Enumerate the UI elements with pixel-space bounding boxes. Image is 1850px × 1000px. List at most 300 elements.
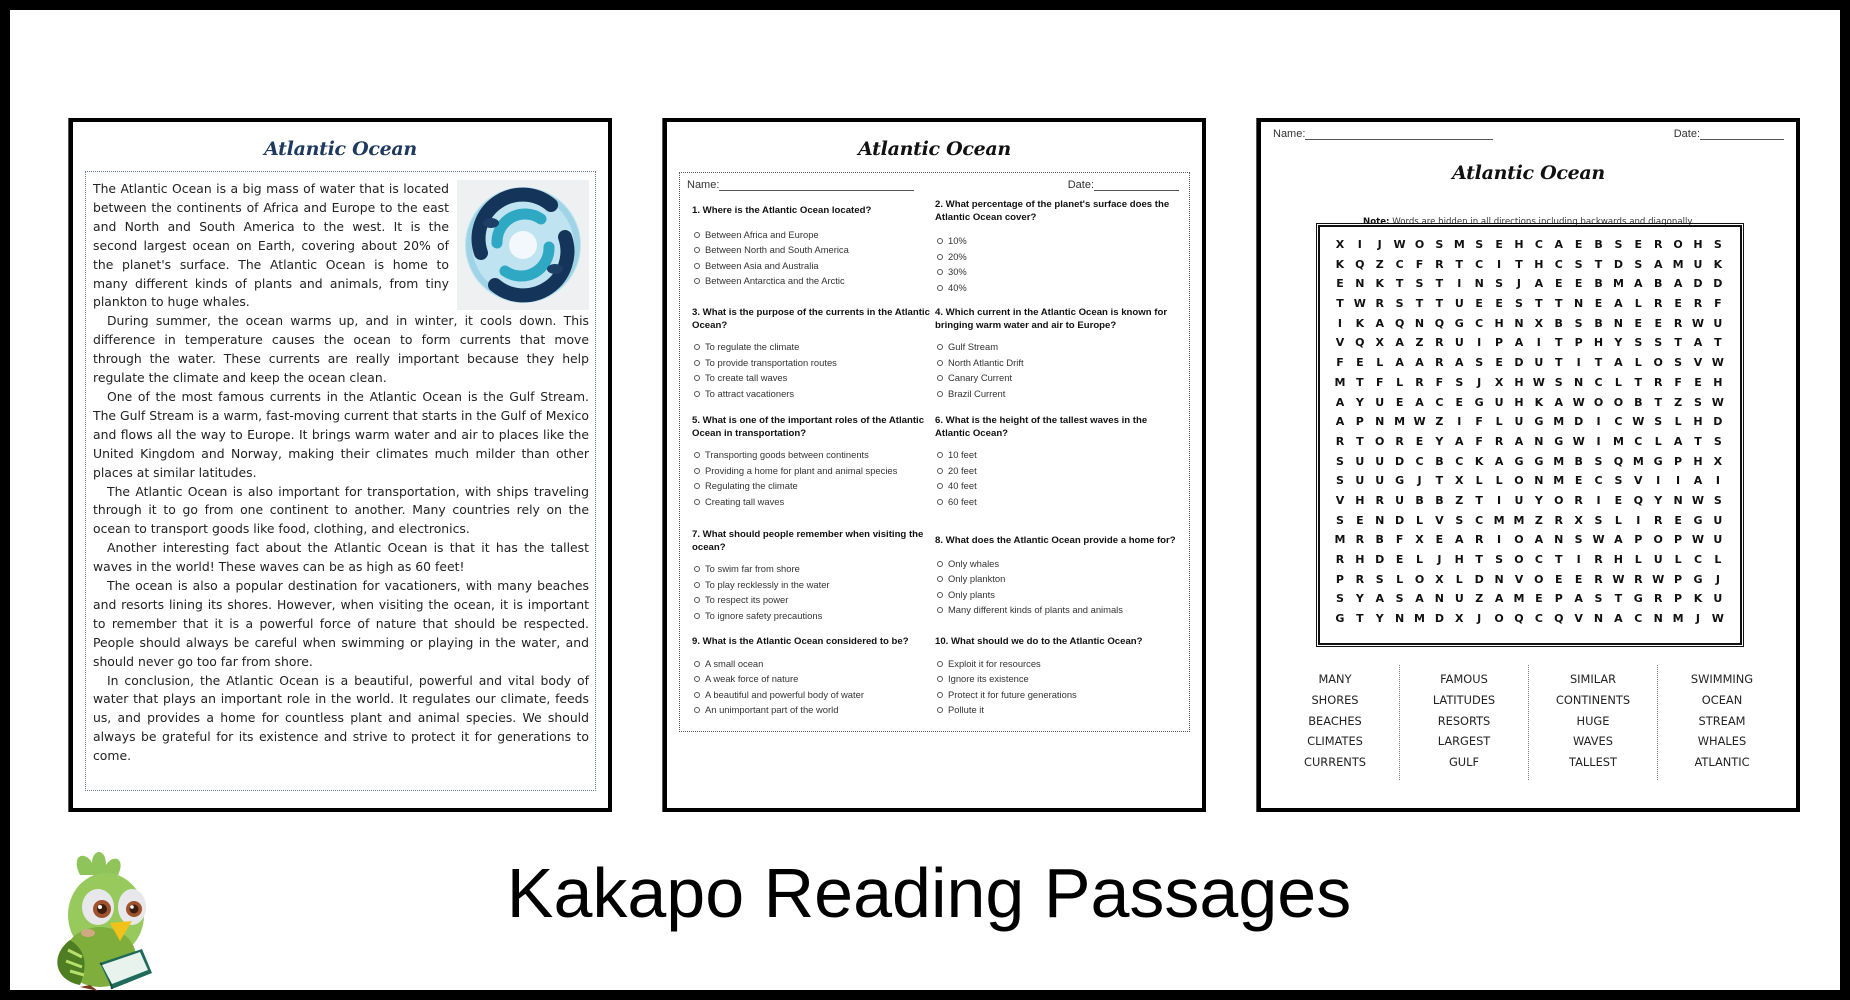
grid-letter[interactable]: B (1435, 493, 1444, 507)
grid-letter[interactable]: Y (1375, 612, 1384, 626)
grid-letter[interactable]: U (1693, 257, 1703, 271)
grid-letter[interactable]: U (1494, 395, 1504, 409)
grid-letter[interactable]: D (1713, 277, 1723, 291)
grid-letter[interactable]: U (1534, 356, 1544, 370)
grid-letter[interactable]: B (1634, 395, 1643, 409)
grid-letter[interactable]: J (1377, 238, 1382, 251)
grid-letter[interactable]: E (1634, 316, 1643, 330)
grid-letter[interactable]: X (1574, 513, 1583, 527)
grid-letter[interactable]: Q (1633, 493, 1643, 507)
grid-letter[interactable]: H (1454, 553, 1464, 566)
grid-letter[interactable]: M (1632, 454, 1644, 468)
grid-letter[interactable]: D (1713, 415, 1723, 429)
grid-letter[interactable]: S (1395, 297, 1404, 311)
grid-letter[interactable]: I (1576, 553, 1581, 566)
grid-letter[interactable]: C (1475, 316, 1484, 330)
grid-letter[interactable]: R (1335, 434, 1345, 448)
grid-letter[interactable]: M (1553, 474, 1565, 488)
grid-letter[interactable]: D (1693, 277, 1703, 291)
grid-letter[interactable]: C (1594, 375, 1603, 389)
grid-letter[interactable]: V (1574, 612, 1583, 626)
grid-letter[interactable]: G (1474, 395, 1484, 409)
grid-letter[interactable]: C (1534, 238, 1543, 251)
grid-letter[interactable]: J (1477, 375, 1482, 389)
grid-letter[interactable]: R (1594, 572, 1603, 586)
grid-letter[interactable]: J (1715, 572, 1720, 586)
grid-letter[interactable]: V (1435, 513, 1444, 527)
grid-letter[interactable]: T (1714, 336, 1722, 350)
grid-letter[interactable]: R (1594, 553, 1603, 566)
grid-letter[interactable]: A (1554, 238, 1563, 251)
grid-letter[interactable]: Z (1455, 493, 1464, 507)
grid-letter[interactable]: Z (1375, 257, 1384, 271)
grid-letter[interactable]: G (1633, 592, 1643, 606)
grid-letter[interactable]: Z (1674, 395, 1683, 409)
grid-letter[interactable]: P (1674, 592, 1683, 606)
grid-letter[interactable]: S (1574, 257, 1583, 271)
grid-letter[interactable]: S (1634, 336, 1643, 350)
grid-letter[interactable]: O (1673, 238, 1683, 251)
grid-letter[interactable]: N (1375, 415, 1385, 429)
grid-letter[interactable]: X (1435, 572, 1444, 586)
grid-letter[interactable]: N (1574, 375, 1584, 389)
grid-letter[interactable]: E (1674, 297, 1682, 311)
grid-letter[interactable]: R (1355, 533, 1365, 547)
grid-letter[interactable]: M (1612, 434, 1624, 448)
grid-letter[interactable]: E (1614, 493, 1623, 507)
grid-letter[interactable]: U (1454, 336, 1464, 350)
grid-letter[interactable]: H (1713, 375, 1723, 389)
grid-letter[interactable]: H (1514, 375, 1524, 389)
grid-letter[interactable]: E (1415, 434, 1424, 448)
grid-letter[interactable]: P (1674, 572, 1683, 586)
grid-letter[interactable]: S (1614, 474, 1623, 488)
grid-letter[interactable]: L (1495, 415, 1503, 429)
grid-letter[interactable]: H (1534, 257, 1544, 271)
grid-letter[interactable]: E (1574, 238, 1583, 251)
grid-letter[interactable]: C (1475, 513, 1484, 527)
grid-letter[interactable]: C (1693, 553, 1703, 566)
grid-letter[interactable]: T (1594, 356, 1603, 370)
grid-letter[interactable]: N (1574, 297, 1584, 311)
grid-letter[interactable]: L (1396, 572, 1404, 586)
grid-letter[interactable]: M (1453, 238, 1465, 251)
grid-letter[interactable]: A (1634, 277, 1643, 291)
grid-letter[interactable]: A (1415, 592, 1424, 606)
grid-letter[interactable]: W (1572, 434, 1585, 448)
grid-letter[interactable]: B (1375, 533, 1384, 547)
grid-letter[interactable]: G (1395, 474, 1405, 488)
grid-letter[interactable]: G (1514, 454, 1524, 468)
grid-letter[interactable]: A (1415, 395, 1424, 409)
grid-letter[interactable]: A (1415, 356, 1424, 370)
grid-letter[interactable]: A (1455, 356, 1464, 370)
grid-letter[interactable]: W (1592, 533, 1605, 547)
grid-letter[interactable]: S (1375, 572, 1384, 586)
grid-letter[interactable]: Q (1355, 257, 1365, 271)
grid-letter[interactable]: I (1715, 474, 1720, 488)
grid-letter[interactable]: E (1535, 592, 1543, 606)
grid-letter[interactable]: M (1334, 375, 1346, 389)
grid-letter[interactable]: O (1514, 553, 1524, 566)
grid-letter[interactable]: N (1395, 612, 1405, 626)
grid-letter[interactable]: R (1653, 592, 1663, 606)
grid-letter[interactable]: A (1534, 533, 1544, 547)
grid-letter[interactable]: I (1497, 533, 1502, 547)
grid-letter[interactable]: X (1335, 238, 1345, 251)
grid-letter[interactable]: I (1676, 474, 1681, 488)
grid-letter[interactable]: T (1435, 277, 1444, 291)
grid-letter[interactable]: B (1594, 316, 1603, 330)
grid-letter[interactable]: O (1514, 533, 1524, 547)
grid-letter[interactable]: X (1455, 474, 1464, 488)
grid-letter[interactable]: B (1594, 277, 1603, 291)
grid-letter[interactable]: G (1653, 454, 1663, 468)
grid-letter[interactable]: Z (1534, 513, 1543, 527)
grid-letter[interactable]: D (1574, 415, 1584, 429)
grid-letter[interactable]: K (1534, 395, 1544, 409)
grid-letter[interactable]: R (1574, 493, 1583, 507)
grid-letter[interactable]: L (1614, 513, 1622, 527)
grid-letter[interactable]: Q (1613, 454, 1624, 468)
grid-letter[interactable]: L (1674, 415, 1682, 429)
grid-letter[interactable]: A (1494, 592, 1504, 606)
grid-letter[interactable]: N (1375, 513, 1385, 527)
grid-letter[interactable]: M (1493, 513, 1505, 527)
grid-letter[interactable]: A (1614, 533, 1623, 547)
grid-letter[interactable]: S (1694, 395, 1702, 409)
grid-letter[interactable]: L (1376, 356, 1384, 370)
grid-letter[interactable]: C (1475, 257, 1484, 271)
grid-letter[interactable]: S (1335, 474, 1344, 488)
grid-letter[interactable]: J (1695, 612, 1701, 626)
grid-letter[interactable]: E (1435, 533, 1444, 547)
grid-letter[interactable]: I (1497, 257, 1502, 271)
grid-letter[interactable]: L (1475, 474, 1483, 488)
grid-letter[interactable]: A (1514, 336, 1524, 350)
grid-letter[interactable]: M (1553, 415, 1565, 429)
grid-letter[interactable]: R (1435, 257, 1444, 271)
grid-letter[interactable]: U (1375, 454, 1385, 468)
grid-letter[interactable]: T (1694, 434, 1702, 448)
grid-letter[interactable]: E (1574, 572, 1583, 586)
grid-letter[interactable]: K (1335, 257, 1345, 271)
grid-letter[interactable]: L (1416, 513, 1424, 527)
grid-letter[interactable]: R (1395, 434, 1404, 448)
grid-letter[interactable]: L (1674, 553, 1682, 566)
grid-letter[interactable]: R (1653, 375, 1663, 389)
grid-letter[interactable]: U (1355, 454, 1365, 468)
grid-letter[interactable]: K (1474, 454, 1484, 468)
grid-letter[interactable]: W (1711, 395, 1724, 409)
grid-letter[interactable]: E (1395, 395, 1404, 409)
grid-letter[interactable]: Q (1434, 316, 1445, 330)
grid-letter[interactable]: M (1672, 257, 1684, 271)
grid-letter[interactable]: O (1613, 395, 1624, 409)
grid-letter[interactable]: Y (1614, 336, 1623, 350)
grid-letter[interactable]: S (1475, 238, 1484, 251)
grid-letter[interactable]: S (1654, 415, 1663, 429)
grid-letter[interactable]: E (1495, 297, 1503, 311)
grid-letter[interactable]: S (1395, 592, 1404, 606)
grid-letter[interactable]: B (1574, 454, 1583, 468)
grid-letter[interactable]: N (1534, 474, 1544, 488)
grid-letter[interactable]: N (1613, 316, 1624, 330)
grid-letter[interactable]: W (1691, 533, 1705, 547)
grid-letter[interactable]: D (1434, 612, 1444, 626)
grid-letter[interactable]: A (1514, 434, 1524, 448)
grid-letter[interactable]: W (1691, 316, 1705, 330)
grid-letter[interactable]: U (1375, 395, 1385, 409)
grid-letter[interactable]: M (1334, 533, 1346, 547)
grid-letter[interactable]: L (1634, 297, 1642, 311)
grid-letter[interactable]: T (1614, 592, 1623, 606)
grid-letter[interactable]: C (1534, 553, 1543, 566)
grid-letter[interactable]: A (1375, 316, 1384, 330)
grid-letter[interactable]: O (1593, 395, 1604, 409)
grid-letter[interactable]: C (1554, 257, 1563, 271)
grid-letter[interactable]: S (1435, 238, 1444, 251)
grid-letter[interactable]: H (1613, 553, 1624, 566)
grid-letter[interactable]: N (1673, 493, 1683, 507)
grid-letter[interactable]: T (1554, 356, 1563, 370)
grid-letter[interactable]: A (1653, 257, 1663, 271)
grid-letter[interactable]: I (1477, 336, 1482, 350)
grid-letter[interactable]: Y (1654, 493, 1663, 507)
grid-letter[interactable]: J (1437, 553, 1442, 566)
grid-letter[interactable]: S (1574, 316, 1583, 330)
grid-letter[interactable]: L (1455, 572, 1463, 586)
grid-letter[interactable]: U (1454, 592, 1464, 606)
grid-letter[interactable]: R (1494, 434, 1504, 448)
grid-letter[interactable]: T (1554, 553, 1563, 566)
grid-letter[interactable]: R (1693, 297, 1703, 311)
grid-letter[interactable]: P (1574, 336, 1583, 350)
grid-letter[interactable]: E (1574, 277, 1583, 291)
grid-letter[interactable]: N (1355, 277, 1365, 291)
grid-letter[interactable]: G (1554, 434, 1564, 448)
grid-letter[interactable]: P (1554, 592, 1563, 606)
grid-letter[interactable]: N (1554, 533, 1564, 547)
grid-letter[interactable]: D (1395, 513, 1405, 527)
grid-letter[interactable]: M (1513, 592, 1525, 606)
grid-letter[interactable]: A (1673, 277, 1683, 291)
grid-letter[interactable]: N (1414, 316, 1425, 330)
grid-letter[interactable]: L (1654, 434, 1662, 448)
grid-letter[interactable]: J (1516, 277, 1521, 291)
grid-letter[interactable]: K (1693, 592, 1703, 606)
grid-letter[interactable]: S (1594, 592, 1603, 606)
grid-letter[interactable]: O (1414, 572, 1425, 586)
grid-letter[interactable]: A (1335, 415, 1345, 429)
grid-letter[interactable]: O (1554, 493, 1564, 507)
grid-letter[interactable]: E (1674, 513, 1682, 527)
grid-letter[interactable]: Z (1435, 415, 1444, 429)
grid-letter[interactable]: T (1356, 375, 1364, 389)
grid-letter[interactable]: F (1415, 257, 1424, 271)
grid-letter[interactable]: Q (1394, 316, 1405, 330)
grid-letter[interactable]: I (1596, 493, 1601, 507)
grid-letter[interactable]: T (1435, 297, 1444, 311)
grid-letter[interactable]: E (1594, 297, 1603, 311)
grid-letter[interactable]: Y (1355, 592, 1364, 606)
grid-letter[interactable]: S (1455, 375, 1464, 389)
grid-letter[interactable]: A (1614, 356, 1623, 370)
grid-letter[interactable]: I (1357, 238, 1362, 251)
grid-letter[interactable]: C (1594, 474, 1603, 488)
grid-letter[interactable]: C (1634, 612, 1643, 626)
grid-letter[interactable]: T (1515, 257, 1523, 271)
grid-letter[interactable]: E (1554, 572, 1563, 586)
grid-letter[interactable]: U (1713, 316, 1723, 330)
grid-letter[interactable]: U (1375, 474, 1385, 488)
grid-letter[interactable]: T (1654, 395, 1662, 409)
grid-letter[interactable]: N (1593, 612, 1604, 626)
grid-letter[interactable]: O (1414, 238, 1425, 251)
grid-letter[interactable]: H (1514, 238, 1524, 251)
grid-letter[interactable]: F (1674, 375, 1682, 389)
grid-letter[interactable]: T (1634, 375, 1643, 389)
grid-letter[interactable]: Z (1475, 592, 1484, 606)
grid-letter[interactable]: J (1477, 612, 1482, 626)
grid-letter[interactable]: T (1535, 297, 1543, 311)
grid-letter[interactable]: U (1514, 493, 1524, 507)
grid-letter[interactable]: J (1417, 474, 1422, 488)
grid-letter[interactable]: W (1393, 238, 1406, 251)
grid-letter[interactable]: U (1713, 592, 1723, 606)
grid-letter[interactable]: R (1435, 336, 1444, 350)
grid-letter[interactable]: B (1594, 238, 1603, 251)
grid-letter[interactable]: X (1375, 336, 1384, 350)
grid-letter[interactable]: F (1475, 415, 1483, 429)
grid-letter[interactable]: E (1495, 238, 1503, 251)
grid-letter[interactable]: R (1554, 513, 1563, 527)
grid-letter[interactable]: E (1694, 375, 1702, 389)
grid-letter[interactable]: E (1554, 277, 1563, 291)
grid-letter[interactable]: I (1457, 277, 1462, 291)
grid-letter[interactable]: O (1494, 612, 1504, 626)
grid-letter[interactable]: A (1335, 395, 1345, 409)
grid-letter[interactable]: D (1395, 454, 1405, 468)
grid-letter[interactable]: R (1375, 297, 1384, 311)
grid-letter[interactable]: E (1356, 513, 1364, 527)
grid-letter[interactable]: R (1653, 513, 1663, 527)
grid-letter[interactable]: W (1652, 572, 1665, 586)
grid-letter[interactable]: L (1634, 356, 1642, 370)
grid-letter[interactable]: P (1495, 336, 1504, 350)
grid-letter[interactable]: X (1534, 316, 1544, 330)
grid-letter[interactable]: S (1634, 257, 1643, 271)
grid-letter[interactable]: H (1693, 415, 1703, 429)
grid-letter[interactable]: T (1475, 493, 1483, 507)
grid-letter[interactable]: H (1593, 336, 1604, 350)
grid-letter[interactable]: O (1534, 572, 1544, 586)
grid-letter[interactable]: R (1435, 356, 1444, 370)
grid-letter[interactable]: L (1416, 553, 1424, 566)
grid-letter[interactable]: R (1415, 375, 1424, 389)
grid-letter[interactable]: S (1455, 513, 1464, 527)
grid-letter[interactable]: H (1693, 238, 1703, 251)
grid-letter[interactable]: I (1457, 415, 1462, 429)
grid-letter[interactable]: Q (1355, 336, 1365, 350)
grid-letter[interactable]: W (1612, 572, 1625, 586)
grid-letter[interactable]: A (1693, 474, 1703, 488)
grid-letter[interactable]: A (1494, 454, 1504, 468)
grid-letter[interactable]: D (1514, 356, 1524, 370)
grid-letter[interactable]: W (1711, 356, 1724, 370)
grid-letter[interactable]: E (1455, 395, 1464, 409)
grid-letter[interactable]: F (1475, 434, 1483, 448)
grid-letter[interactable]: H (1494, 316, 1504, 330)
grid-letter[interactable]: A (1673, 434, 1683, 448)
grid-letter[interactable]: F (1714, 297, 1722, 311)
grid-letter[interactable]: D (1375, 553, 1385, 566)
grid-letter[interactable]: L (1495, 474, 1503, 488)
grid-letter[interactable]: A (1395, 336, 1404, 350)
grid-letter[interactable]: S (1335, 592, 1344, 606)
grid-letter[interactable]: T (1415, 297, 1424, 311)
grid-letter[interactable]: M (1513, 513, 1525, 527)
grid-letter[interactable]: X (1713, 454, 1723, 468)
grid-letter[interactable]: R (1375, 493, 1384, 507)
grid-letter[interactable]: R (1653, 297, 1663, 311)
grid-letter[interactable]: I (1656, 474, 1661, 488)
grid-letter[interactable]: D (1474, 572, 1484, 586)
grid-letter[interactable]: A (1395, 356, 1404, 370)
grid-letter[interactable]: S (1574, 533, 1583, 547)
grid-letter[interactable]: W (1632, 415, 1645, 429)
grid-letter[interactable]: N (1534, 434, 1544, 448)
grid-letter[interactable]: P (1355, 415, 1364, 429)
grid-letter[interactable]: B (1554, 316, 1563, 330)
grid-letter[interactable]: F (1395, 533, 1404, 547)
grid-letter[interactable]: N (1494, 572, 1504, 586)
grid-letter[interactable]: T (1455, 257, 1464, 271)
grid-letter[interactable]: K (1713, 257, 1723, 271)
grid-letter[interactable]: C (1415, 454, 1424, 468)
grid-letter[interactable]: M (1553, 454, 1565, 468)
grid-letter[interactable]: W (1413, 415, 1426, 429)
grid-letter[interactable]: I (1596, 434, 1601, 448)
grid-letter[interactable]: G (1693, 572, 1703, 586)
grid-letter[interactable]: K (1355, 316, 1365, 330)
grid-letter[interactable]: B (1654, 277, 1663, 291)
grid-letter[interactable]: S (1594, 454, 1603, 468)
grid-letter[interactable]: I (1497, 493, 1502, 507)
grid-letter[interactable]: Y (1435, 434, 1444, 448)
grid-letter[interactable]: D (1613, 257, 1623, 271)
grid-letter[interactable]: R (1474, 533, 1484, 547)
grid-letter[interactable]: C (1634, 434, 1643, 448)
grid-letter[interactable]: G (1693, 513, 1703, 527)
grid-letter[interactable]: Q (1514, 612, 1524, 626)
grid-letter[interactable]: P (1674, 533, 1683, 547)
grid-letter[interactable]: V (1634, 474, 1643, 488)
grid-letter[interactable]: M (1612, 277, 1624, 291)
grid-letter[interactable]: T (1674, 336, 1682, 350)
grid-letter[interactable]: S (1514, 297, 1523, 311)
grid-letter[interactable]: W (1353, 297, 1366, 311)
grid-letter[interactable]: Y (1355, 395, 1364, 409)
grid-letter[interactable]: W (1691, 493, 1705, 507)
grid-letter[interactable]: R (1355, 572, 1365, 586)
grid-letter[interactable]: O (1653, 356, 1663, 370)
grid-letter[interactable]: F (1375, 375, 1384, 389)
grid-letter[interactable]: A (1614, 297, 1623, 311)
grid-letter[interactable]: L (1634, 553, 1642, 566)
grid-letter[interactable]: W (1711, 612, 1724, 626)
grid-letter[interactable]: L (1396, 375, 1404, 389)
